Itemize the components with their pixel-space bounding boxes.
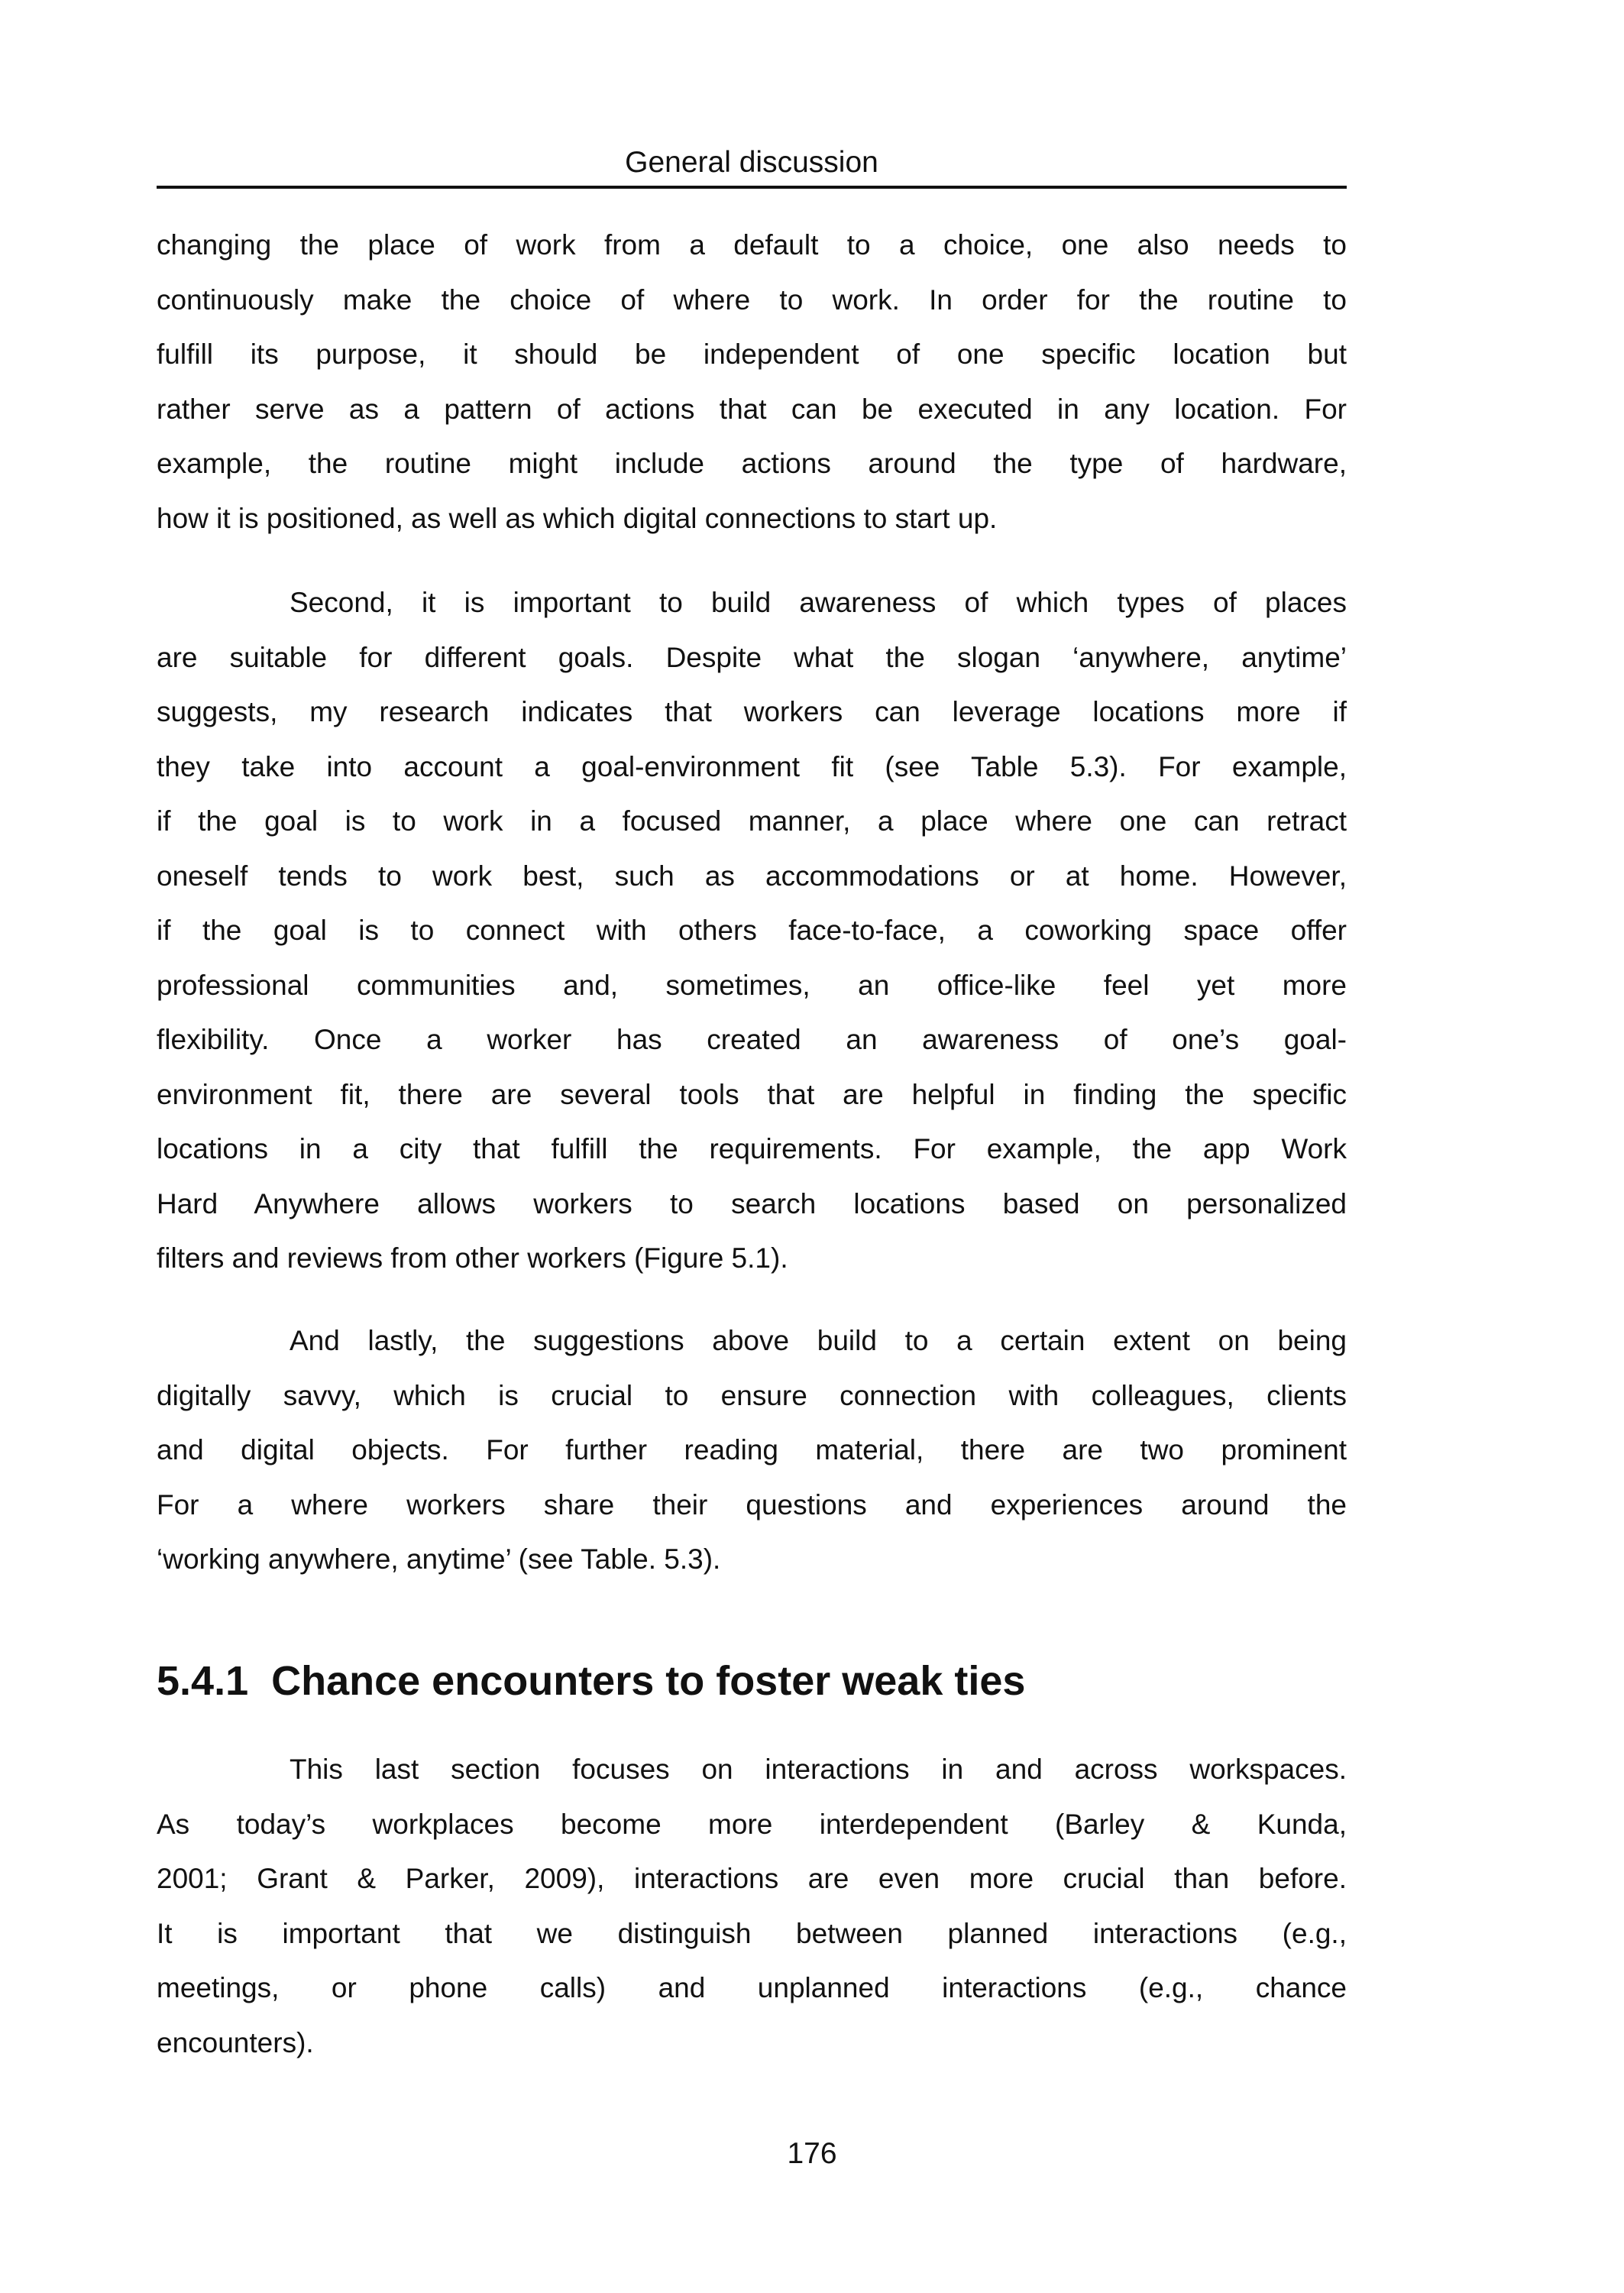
text-line: digitally savvy, which is crucial to ensure connection with colleagues, clients (157, 1379, 1347, 1411)
text-line: filters and reviews from other workers (Figure 5.1). (157, 1242, 788, 1274)
paragraph-1 (157, 218, 1347, 546)
text-line: example, the routine might include actions around the type of hardware, (157, 448, 1347, 479)
text-line: suggests, my research indicates that workers can leverage locations more if (157, 696, 1347, 727)
text-line: environment fit, there are several tools that are helpful in finding the specific (157, 1078, 1347, 1110)
text-line: if the goal is to connect with others face-to-face, a coworking space offer (157, 915, 1347, 946)
text-line: For a where workers share their questions and experiences around the (157, 1488, 1347, 1521)
text-line: Hard Anywhere allows workers to search locations based on personalized (157, 1187, 1347, 1219)
text-line: if the goal is to work in a focused manner, a place where one can retract (157, 805, 1347, 837)
text-line: meetings, or phone calls) and unplanned interactions (e.g., chance (157, 1972, 1347, 2003)
text-line: encounters). (157, 2026, 314, 2058)
text-line: rather serve as a pattern of actions that can be executed in any location. For (157, 393, 1347, 425)
text-line: fulfill its purpose, it should be independent of one specific location but (157, 338, 1347, 370)
text-line: they take into account a goal-environment fit (see Table 5.3). For example, (157, 750, 1347, 782)
running-header: General discussion (625, 146, 878, 179)
paragraph-4 (157, 1742, 1347, 2070)
text-line: changing the place of work from a default to a choice, one also needs to (157, 229, 1347, 261)
text-line: oneself tends to work best, such as accommodations or at home. However, (157, 860, 1347, 892)
text-line: flexibility. Once a worker has created an awareness of one’s goal- (157, 1024, 1347, 1055)
text-line: 2001; Grant & Parker, 2009), interactions are even more crucial than before. (157, 1863, 1347, 1894)
text-line: how it is positioned, as well as which digital connections to start up. (157, 502, 998, 534)
text-line: ‘working anywhere, anytime’ (see Table. 5.3). (157, 1543, 721, 1575)
section-number: 5.4.1 (157, 1658, 249, 1704)
header-rule (157, 186, 1347, 189)
text-line: It is important that we distinguish between planned interactions (e.g., (157, 1917, 1347, 1949)
page-number: 176 (787, 2137, 837, 2170)
section-title: Chance encounters to foster weak ties (271, 1658, 1026, 1704)
text-line: As today’s workplaces become more interdependent (Barley & Kunda, (157, 1808, 1347, 1840)
text-line: This last section focuses on interactions in and across workspaces. (290, 1754, 1347, 1785)
text-line: Second, it is important to build awareness of which types of places (290, 587, 1347, 618)
section-heading (157, 1657, 1025, 1705)
text-line: locations in a city that fulfill the requirements. For example, the app Work (157, 1133, 1347, 1164)
text-line: are suitable for different goals. Despite what the slogan ‘anywhere, anytime’ (157, 641, 1347, 673)
paragraph-2 (157, 575, 1347, 1286)
paragraph-3 (157, 1313, 1347, 1587)
text-line: continuously make the choice of where to work. In order for the routine to (157, 283, 1347, 316)
text-line: and digital objects. For further reading material, there are two prominent (157, 1434, 1347, 1466)
text-line: And lastly, the suggestions above build to a certain extent on being (290, 1325, 1347, 1356)
text-line: professional communities and, sometimes, an office-like feel yet more (157, 969, 1347, 1001)
